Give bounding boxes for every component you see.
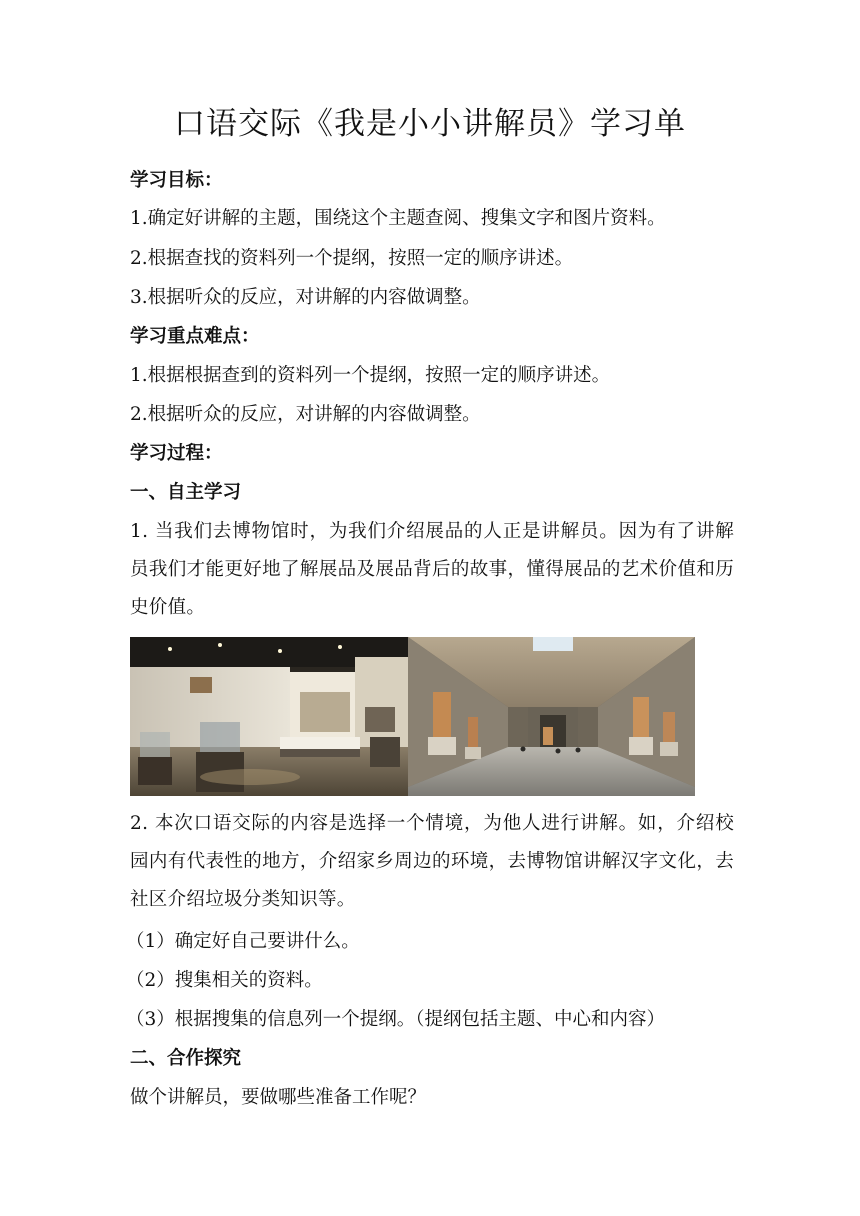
section1-paragraph-1: 1. 当我们去博物馆时，为我们介绍展品的人正是讲解员。因为有了讲解员我们才能更好地了解展品及展品背后的故事，懂得展品的艺术价值和历史价值。 [130, 521, 734, 618]
focus-item: 1.根据根据查到的资料列一个提纲，按照一定的顺序讲述。 [130, 365, 611, 386]
goals-heading: 学习目标： [130, 170, 223, 191]
step-item: （3）根据搜集的信息列一个提纲。（提纲包括主题、中心和内容） [126, 1009, 666, 1030]
focus-item: 2.根据听众的反应，对讲解的内容做调整。 [130, 404, 481, 425]
museum-photos [130, 637, 695, 796]
goal-item: 3.根据听众的反应，对讲解的内容做调整。 [130, 287, 481, 308]
step-item: （1）确定好自己要讲什么。 [126, 931, 360, 952]
focus-heading: 学习重点难点： [130, 326, 260, 347]
section2-heading: 二、合作探究 [130, 1048, 242, 1069]
section2-question: 做个讲解员，要做哪些准备工作呢？ [130, 1087, 427, 1108]
museum-hall-photo [130, 637, 408, 796]
section1-heading: 一、自主学习 [130, 482, 242, 503]
section1-paragraph-2: 2. 本次口语交际的内容是选择一个情境，为他人进行讲解。如，介绍校园内有代表性的地方，介绍家乡周边的环境，去博物馆讲解汉字文化，去社区介绍垃圾分类知识等。 [130, 813, 734, 910]
goal-item: 1.确定好讲解的主题，围绕这个主题查阅、搜集文字和图片资料。 [130, 208, 666, 229]
goal-item: 2.根据查找的资料列一个提纲，按照一定的顺序讲述。 [130, 248, 574, 269]
sculpture-gallery-photo [408, 637, 695, 796]
process-heading: 学习过程： [130, 443, 223, 464]
step-item: （2）搜集相关的资料。 [126, 970, 323, 991]
page-title: 口语交际《我是小小讲解员》学习单 [174, 106, 686, 142]
